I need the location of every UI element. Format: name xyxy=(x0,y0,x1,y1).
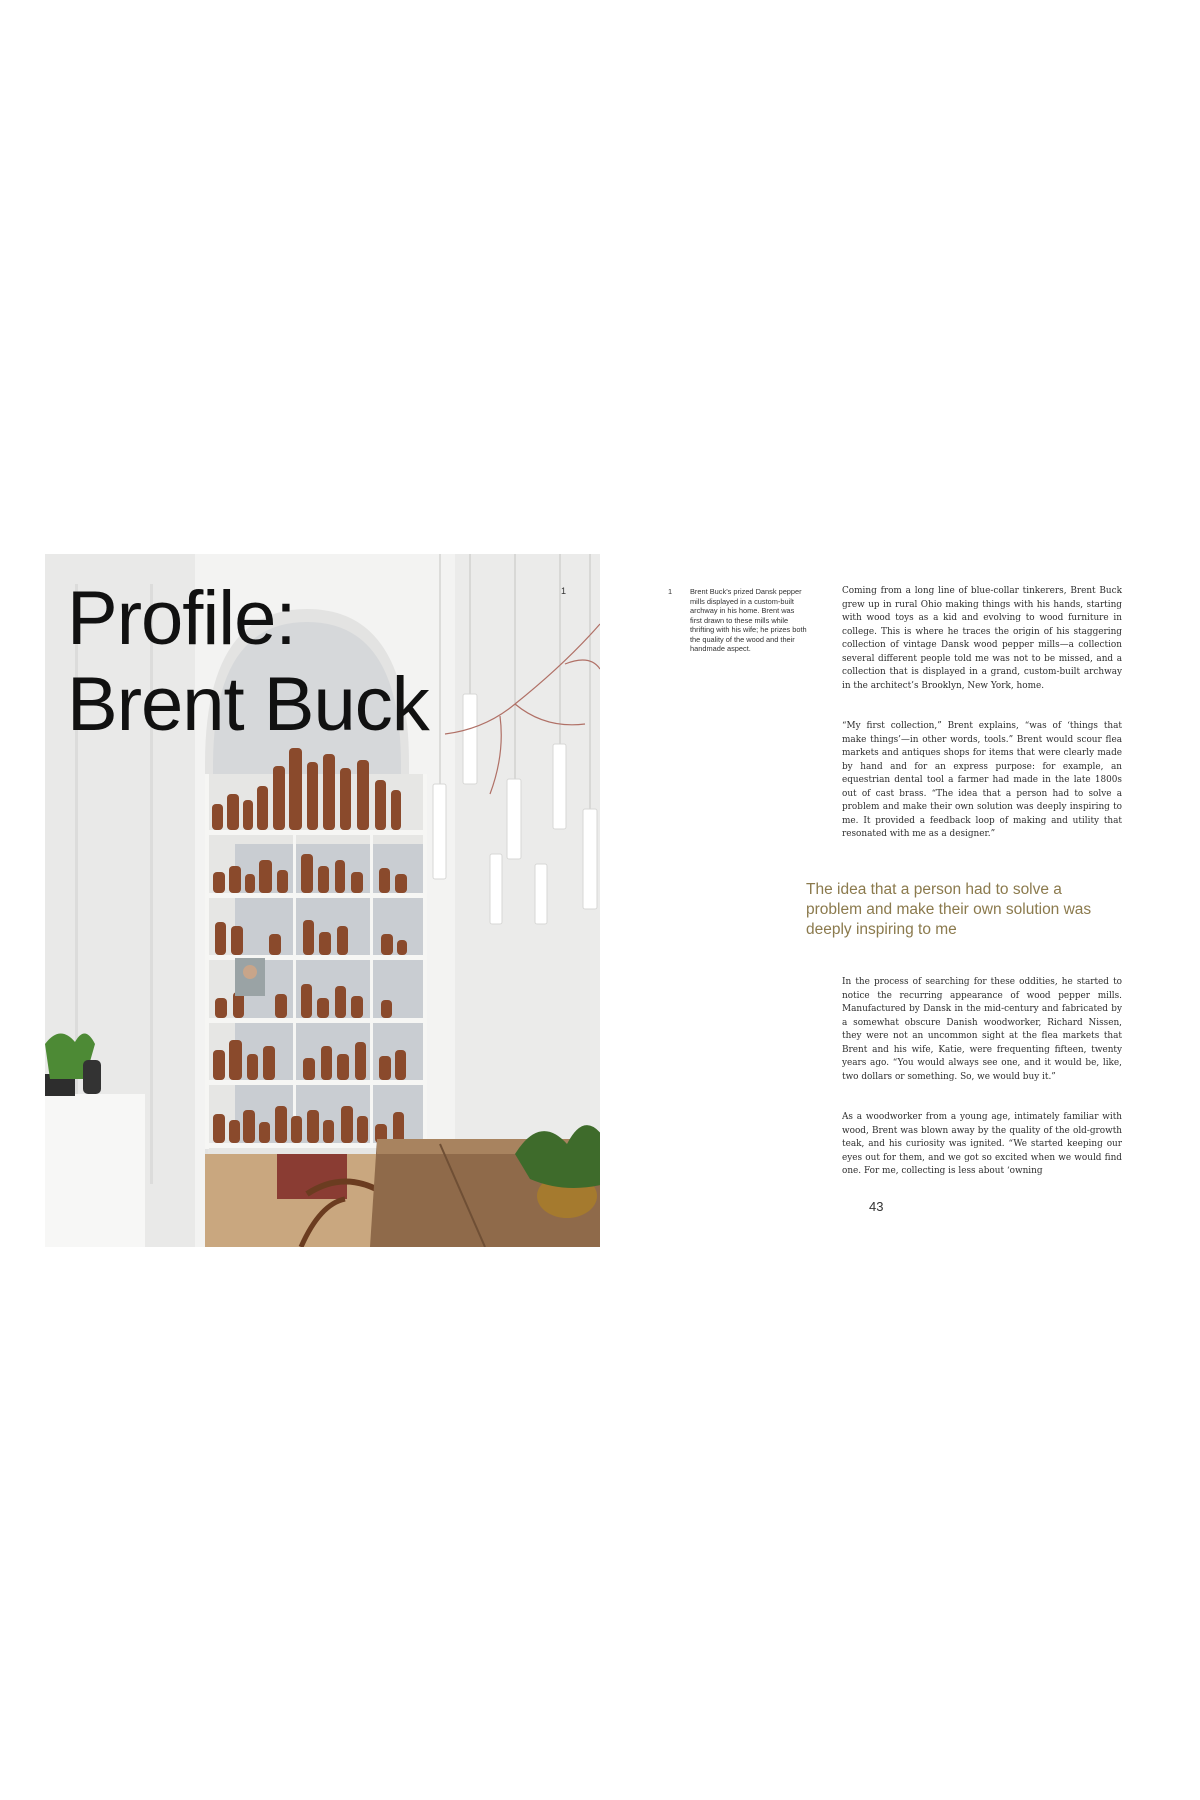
article-paragraph-3: In the process of searching for these oddities, he started to notice the recurring appearance of wood pepper mills. Manufactured by Dansk in the mid-century and fabricated by a somewhat obscure Danish woodworker, Richard Nissen, they were not an uncommon sight at the flea markets that Brent and his wife, Katie, were frequenting fifteen, twenty years ago. “You would always see one, and it would be, like, two dollars or something. So, we would buy it.” xyxy=(842,977,1122,1082)
article-paragraph-1: Coming from a long line of blue-collar tinkerers, Brent Buck grew up in rural Ohio making things with his hands, starting with wood toys as a kid and evolving to wood furniture in college. This is where he traces the origin of his staggering collection of vintage Dansk wood pepper mills—a collection several different people told me was not to be missed, and a collection that is displayed in a grand, custom-built archway in the architect’s Brooklyn, New York, home. xyxy=(842,586,1122,691)
profile-photo xyxy=(45,554,600,1247)
page-number: 43 xyxy=(869,1199,884,1214)
title-line-1: Profile: xyxy=(67,576,296,661)
article-paragraph-4: As a woodworker from a young age, intimately familiar with wood, Brent was blown away by the quality of the old-growth teak, and his curiosity was ignited. “We started keeping our eyes out for them, and we got so excited when we would find one. For me, collecting is less about ‘owning xyxy=(842,1112,1122,1176)
pull-quote: The idea that a person had to solve a problem and make their own solution was deeply inspiring to me xyxy=(806,881,1092,938)
caption-number: 1 xyxy=(668,587,673,596)
figure-marker: 1 xyxy=(560,586,566,596)
caption-text: Brent Buck’s prized Dansk pepper mills displayed in a custom-built archway in his home. Brent was first drawn to these mills while thrifting with his wife; he prizes both the quality of the wood and their handmade aspect. xyxy=(690,587,807,653)
article-paragraph-2: “My first collection,” Brent explains, “was of ‘things that make things’—in other words, tools.” Brent would scour flea markets and antiques shops for items that were clearly made by hand and for an express purpose: for example, an equestrian dental tool a farmer had made in the late 1800s out of cast brass. “The idea that a person had to solve a problem and make their own solution was deeply inspiring to me. It provided a feedback loop of making and utility that resonated with me as a designer.” xyxy=(842,721,1122,839)
title-line-2: Brent Buck xyxy=(67,662,429,747)
page-title xyxy=(67,576,429,748)
